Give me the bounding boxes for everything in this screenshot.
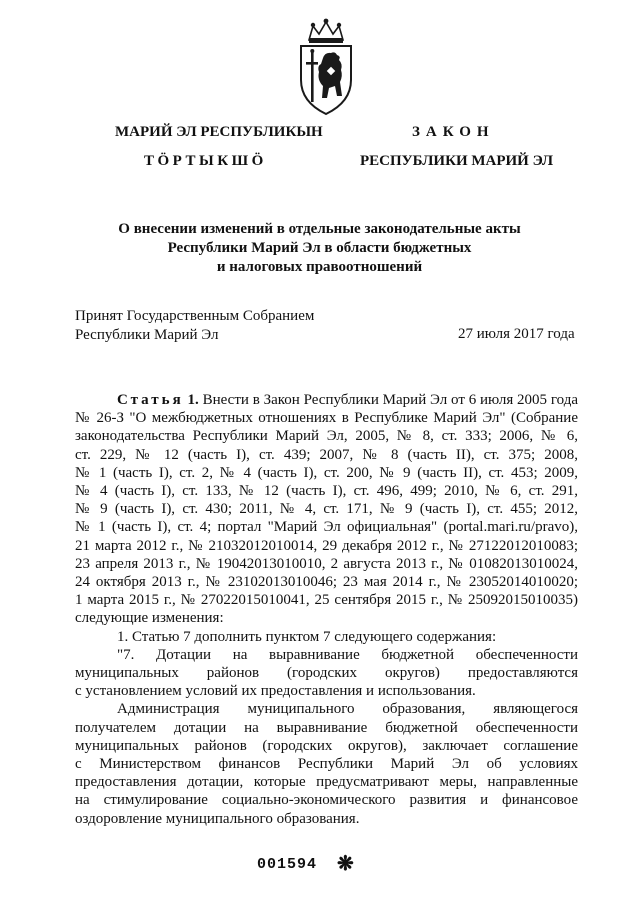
quote-line: оздоровление муниципального образования. — [75, 810, 360, 827]
header-law-mari: ТӦРТЫКШӦ — [144, 153, 267, 169]
title-line: О внесении изменений в отдельные законодательные акты — [118, 221, 521, 237]
quote-line: "7. Дотации на выравнивание бюджетной обеспеченности — [117, 646, 578, 663]
adoption-date: 27 июля 2017 года — [458, 326, 575, 342]
article-text-line: № 26-З "О межбюджетных отношениях в Республике Марий Эл" (Собрание — [75, 410, 578, 427]
article-text-line: законодательства Республики Марий Эл, 2005, № 8, ст. 333; 2006, № 6, — [75, 428, 578, 445]
article-text-line: 23 апреля 2013 г., № 19042013010010, 2 августа 2013 г., № 01082013010024, — [75, 555, 578, 572]
quote-line: на стимулирование социально-экономического развития и финансовое — [75, 792, 578, 809]
quote-line: предоставления дотации, которые предусматривают меры, направленные — [75, 774, 578, 791]
article-text-line: следующие изменения: — [75, 610, 224, 627]
quote-line: с установлением условий их предоставления и использования. — [75, 683, 476, 700]
quote-line: Администрация муниципального образования, являющегося — [117, 701, 578, 718]
article-text-line: № 1 (часть I), ст. 2, № 4 (часть I), ст. 200, № 9 (часть II), ст. 453; 2009, — [75, 464, 578, 481]
coat-of-arms-emblem — [295, 18, 357, 116]
article-text-line: № 9 (часть I), ст. 430; 2011, № 4, ст. 171, № 9 (часть I), ст. 455; 2012, — [75, 501, 578, 518]
article-label: Статья — [117, 392, 184, 408]
article-1-first-line — [75, 391, 578, 409]
article-text-line: 24 октября 2013 г., № 23102013010046; 23 мая 2014 г., № 23052014010020; — [75, 574, 578, 591]
quote-line: муниципальных районов (городских округов) предоставляются — [75, 665, 578, 682]
adoption-info — [75, 307, 314, 345]
title-line: Республики Марий Эл в области бюджетных — [167, 240, 472, 256]
quote-line: муниципальных районов (городских округов), заключает соглашение — [75, 737, 578, 754]
document-body — [75, 391, 578, 828]
document-title — [0, 220, 639, 277]
article-text-line: 1 марта 2015 г., № 27022015010041, 25 сентября 2015 г., № 25092015010035) — [75, 592, 578, 609]
quote-line: с Министерством финансов Республики Марий Эл об условиях — [75, 756, 578, 773]
adoption-line: Принят Государственным Собранием — [75, 308, 315, 324]
crown-icon — [309, 19, 343, 43]
adoption-line: Республики Марий Эл — [75, 327, 219, 343]
header-republic-mari: МАРИЙ ЭЛ РЕСПУБЛИКЫН — [115, 124, 323, 140]
quote-line: получателем дотации на выравнивание бюджетной обеспеченности — [75, 719, 578, 736]
article-text-line: № 1 (часть I), ст. 4; портал "Марий Эл официальная" (portal.mari.ru/pravo), — [75, 519, 578, 536]
article-text-line: ст. 229, № 12 (часть I), ст. 439; 2007, № 8 (часть II), ст. 375; 2008, — [75, 446, 578, 463]
article-text-line: Внести в Закон Республики Марий Эл от 6 июля 2005 года — [202, 392, 579, 408]
header-law-title: ЗАКОН — [412, 124, 495, 140]
article-text-line: № 4 (часть I), ст. 133, № 12 (часть I), ст. 496, 499; 2010, № 6, ст. 291, — [75, 483, 578, 500]
document-serial-number: 001594 — [257, 856, 318, 873]
title-line: и налоговых правоотношений — [216, 259, 423, 275]
article-number: 1. — [187, 392, 199, 408]
asterisk-mark-icon: ❋ — [337, 853, 354, 875]
item-1: 1. Статью 7 дополнить пунктом 7 следующего содержания: — [117, 628, 497, 645]
article-text-line: 21 марта 2012 г., № 21032012010014, 29 декабря 2012 г., № 27122012010083; — [75, 537, 578, 554]
header-republic-russian: РЕСПУБЛИКИ МАРИЙ ЭЛ — [360, 153, 554, 169]
